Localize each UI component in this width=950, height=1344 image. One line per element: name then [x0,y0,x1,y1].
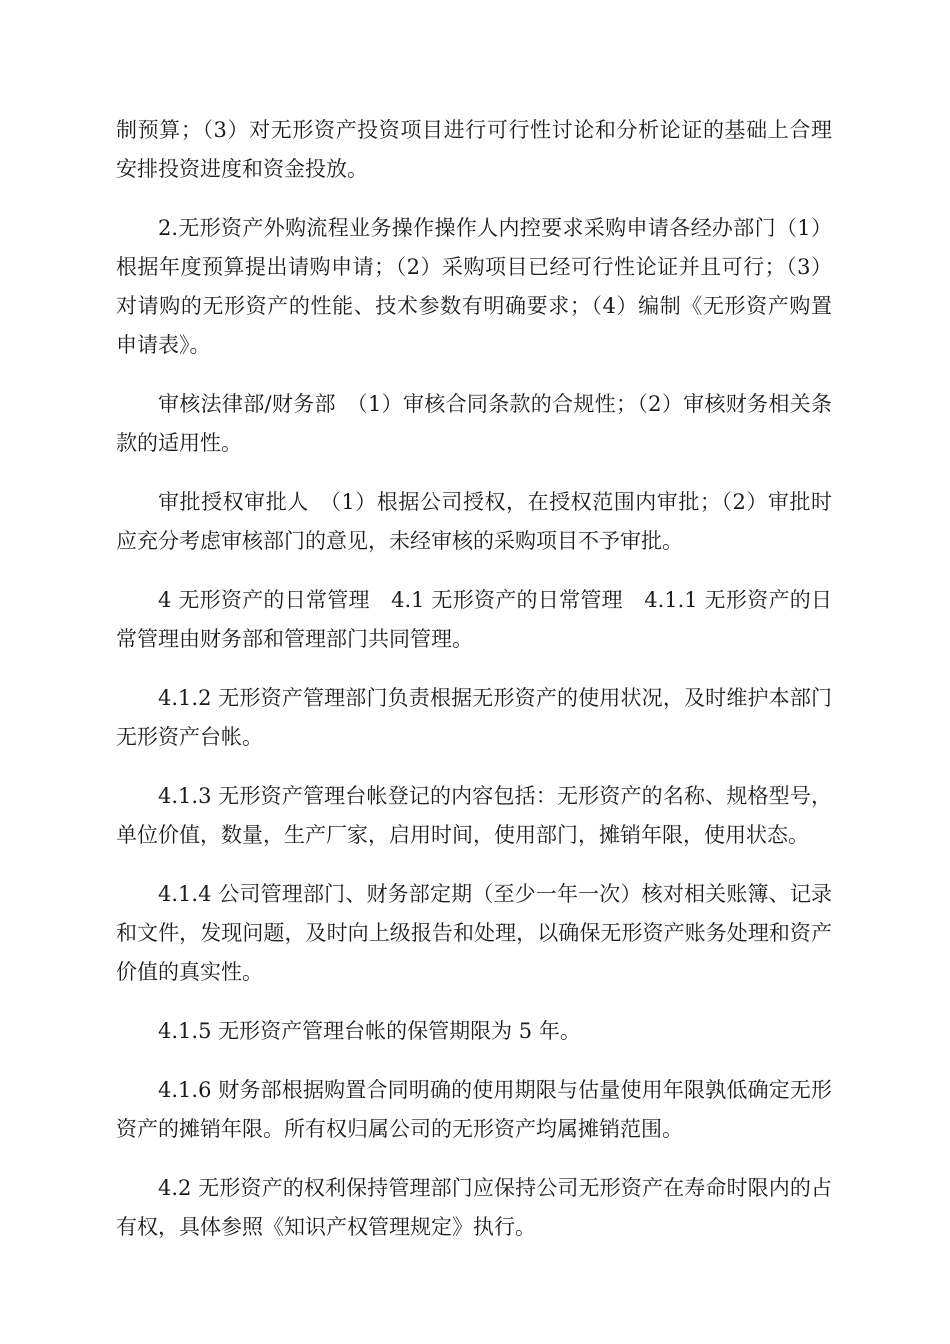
paragraph-section-4-1-5: 4.1.5 无形资产管理台帐的保管期限为 5 年。 [158,1019,581,1043]
paragraph-section-4-1-3: 4.1.3 无形资产管理台帐登记的内容包括：无形资产的名称、规格型号，单位价值，数量，生产厂家，启用时间，使用部门，摊销年限，使用状态。 [116,784,832,847]
paragraph-review-legal-finance: 审核法律部/财务部 （1）审核合同条款的合规性；（2）审核财务相关条款的适用性。 [116,392,832,455]
paragraph-approval-authorization: 审批授权审批人 （1）根据公司授权，在授权范围内审批；（2）审批时应充分考虑审核部门的意见，未经审核的采购项目不予审批。 [116,490,832,553]
document-body [116,111,832,1267]
paragraph-section-4-daily-management: 4 无形资产的日常管理 4.1 无形资产的日常管理 4.1.1 无形资产的日常管理由财务部和管理部门共同管理。 [116,588,832,651]
paragraph-section-4-1-4: 4.1.4 公司管理部门、财务部定期（至少一年一次）核对相关账簿、记录和文件，发现问题，及时向上级报告和处理，以确保无形资产账务处理和资产价值的真实性。 [116,882,832,984]
paragraph-section-4-2: 4.2 无形资产的权利保持管理部门应保持公司无形资产在寿命时限内的占有权，具体参照《知识产权管理规定》执行。 [116,1176,832,1239]
paragraph-section-4-1-2: 4.1.2 无形资产管理部门负责根据无形资产的使用状况，及时维护本部门无形资产台帐。 [116,686,832,749]
paragraph-budget-continuation: 制预算；（3）对无形资产投资项目进行可行性讨论和分析论证的基础上合理安排投资进度和资金投放。 [116,118,832,181]
paragraph-section-4-1-6: 4.1.6 财务部根据购置合同明确的使用期限与估量使用年限孰低确定无形资产的摊销年限。所有权归属公司的无形资产均属摊销范围。 [116,1078,832,1141]
paragraph-purchase-process: 2.无形资产外购流程业务操作操作人内控要求采购申请各经办部门（1）根据年度预算提出请购申请；（2）采购项目已经可行性论证并且可行；（3）对请购的无形资产的性能、技术参数有明确要求；（4）编制《无形资产购置申请表》。 [116,216,832,357]
